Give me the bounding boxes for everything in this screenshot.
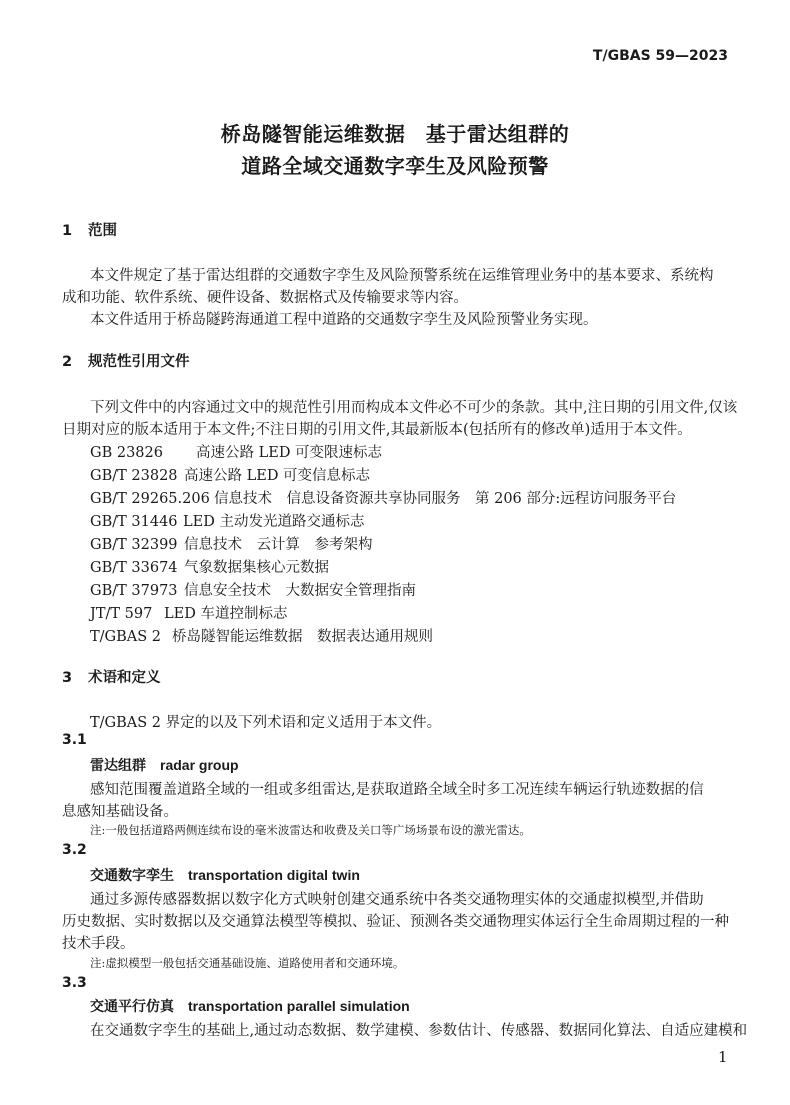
scope-paragraph-line2: 成和功能、软件系统、硬件设备、数据格式及传输要求等内容。	[62, 290, 468, 306]
reference-title: LED 主动发光道路交通标志	[183, 514, 365, 530]
term-definition-line1: 感知范围覆盖道路全域的一组或多组雷达,是获取道路全域全时多工况连续车辆运行轨迹数据的信	[90, 782, 704, 798]
reference-title: 信息技术 云计算 参考架构	[184, 537, 373, 553]
reference-item	[90, 487, 676, 508]
document-title-line1: 桥岛隧智能运维数据 基于雷达组群的	[220, 122, 570, 146]
reference-title: 高速公路 LED 可变限速标志	[196, 445, 383, 461]
term-definition-line1: 通过多源传感器数据以数字化方式映射创建交通系统中各类交通物理实体的交通虚拟模型,并借助	[90, 892, 704, 908]
term-definition-line1: 在交通数字孪生的基础上,通过动态数据、数学建模、参数估计、传感器、数据同化算法、自适应建模和	[90, 1023, 748, 1039]
reference-item	[90, 510, 364, 531]
reference-title: LED 车道控制标志	[164, 606, 288, 622]
reference-item	[90, 533, 373, 554]
reference-code: GB/T 29265.206	[90, 491, 210, 507]
section-2-heading	[62, 350, 190, 371]
term-zh: 交通平行仿真	[90, 999, 174, 1015]
term-heading	[90, 755, 239, 775]
reference-code: GB 23826	[90, 445, 163, 461]
term-heading	[90, 865, 360, 885]
section-title: 术语和定义	[88, 670, 161, 686]
term-note: 注:虚拟模型一般包括交通基础设施、道路使用者和交通环境。	[90, 956, 405, 970]
section-3-heading	[62, 666, 161, 687]
reference-title: 桥岛隧智能运维数据 数据表达通用规则	[172, 629, 433, 645]
term-definition-line2: 历史数据、实时数据以及交通算法模型等模拟、验证、预测各类交通物理实体运行全生命周期过程的一种	[62, 914, 729, 930]
scope-paragraph-line1: 本文件规定了基于雷达组群的交通数字孪生及风险预警系统在运维管理业务中的基本要求、系统构	[90, 268, 714, 284]
standard-code: T/GBAS 59—2023	[592, 48, 728, 64]
term-definition-line3: 技术手段。	[62, 936, 135, 952]
term-en: transportation digital twin	[188, 867, 360, 883]
reference-item	[90, 556, 329, 577]
section-title: 范围	[88, 223, 117, 239]
section-number: 2	[62, 354, 73, 370]
reference-code: T/GBAS 2	[90, 629, 162, 645]
reference-code: GB/T 37973	[90, 583, 178, 599]
reference-code: JT/T 597	[90, 606, 153, 622]
term-en: transportation parallel simulation	[188, 998, 410, 1014]
reference-title: 信息安全技术 大数据安全管理指南	[184, 583, 416, 599]
term-zh: 雷达组群	[90, 758, 146, 774]
term-note: 注:一般包括道路两侧连续布设的毫米波雷达和收费及关口等广场场景布设的激光雷达。	[90, 823, 531, 837]
reference-code: GB/T 33674	[90, 560, 178, 576]
term-zh: 交通数字孪生	[90, 868, 174, 884]
page-number: 1	[718, 1048, 728, 1066]
term-heading	[90, 996, 410, 1016]
reference-title: 高速公路 LED 可变信息标志	[184, 468, 371, 484]
reference-item	[90, 464, 370, 485]
terms-intro: T/GBAS 2 界定的以及下列术语和定义适用于本文件。	[90, 715, 442, 731]
clause-number: 3.1	[62, 732, 87, 748]
term-en: radar group	[160, 757, 239, 773]
reference-item	[90, 441, 382, 462]
section-number: 1	[62, 223, 73, 239]
refs-intro-line1: 下列文件中的内容通过文中的规范性引用而构成本文件必不可少的条款。其中,注日期的引用文件,仅该	[90, 400, 738, 416]
document-title-line2: 道路全域交通数字孪生及风险预警	[241, 154, 549, 178]
reference-title: 气象数据集核心元数据	[184, 560, 329, 576]
reference-code: GB/T 23828	[90, 468, 178, 484]
reference-code: GB/T 32399	[90, 537, 178, 553]
reference-item	[90, 602, 287, 623]
reference-item	[90, 625, 433, 646]
scope-paragraph-2: 本文件适用于桥岛隧跨海通道工程中道路的交通数字孪生及风险预警业务实现。	[90, 312, 598, 328]
section-1-heading	[62, 219, 117, 240]
clause-number: 3.2	[62, 842, 87, 858]
reference-title: 信息技术 信息设备资源共享协同服务 第 206 部分:远程访问服务平台	[214, 491, 677, 507]
clause-number: 3.3	[62, 975, 87, 991]
reference-item	[90, 579, 416, 600]
refs-intro-line2: 日期对应的版本适用于本文件;不注日期的引用文件,其最新版本(包括所有的修改单)适用于本文件。	[62, 422, 692, 438]
section-title: 规范性引用文件	[88, 354, 190, 370]
section-number: 3	[62, 670, 73, 686]
reference-code: GB/T 31446	[90, 514, 178, 530]
term-definition-line2: 息感知基础设备。	[62, 804, 178, 820]
